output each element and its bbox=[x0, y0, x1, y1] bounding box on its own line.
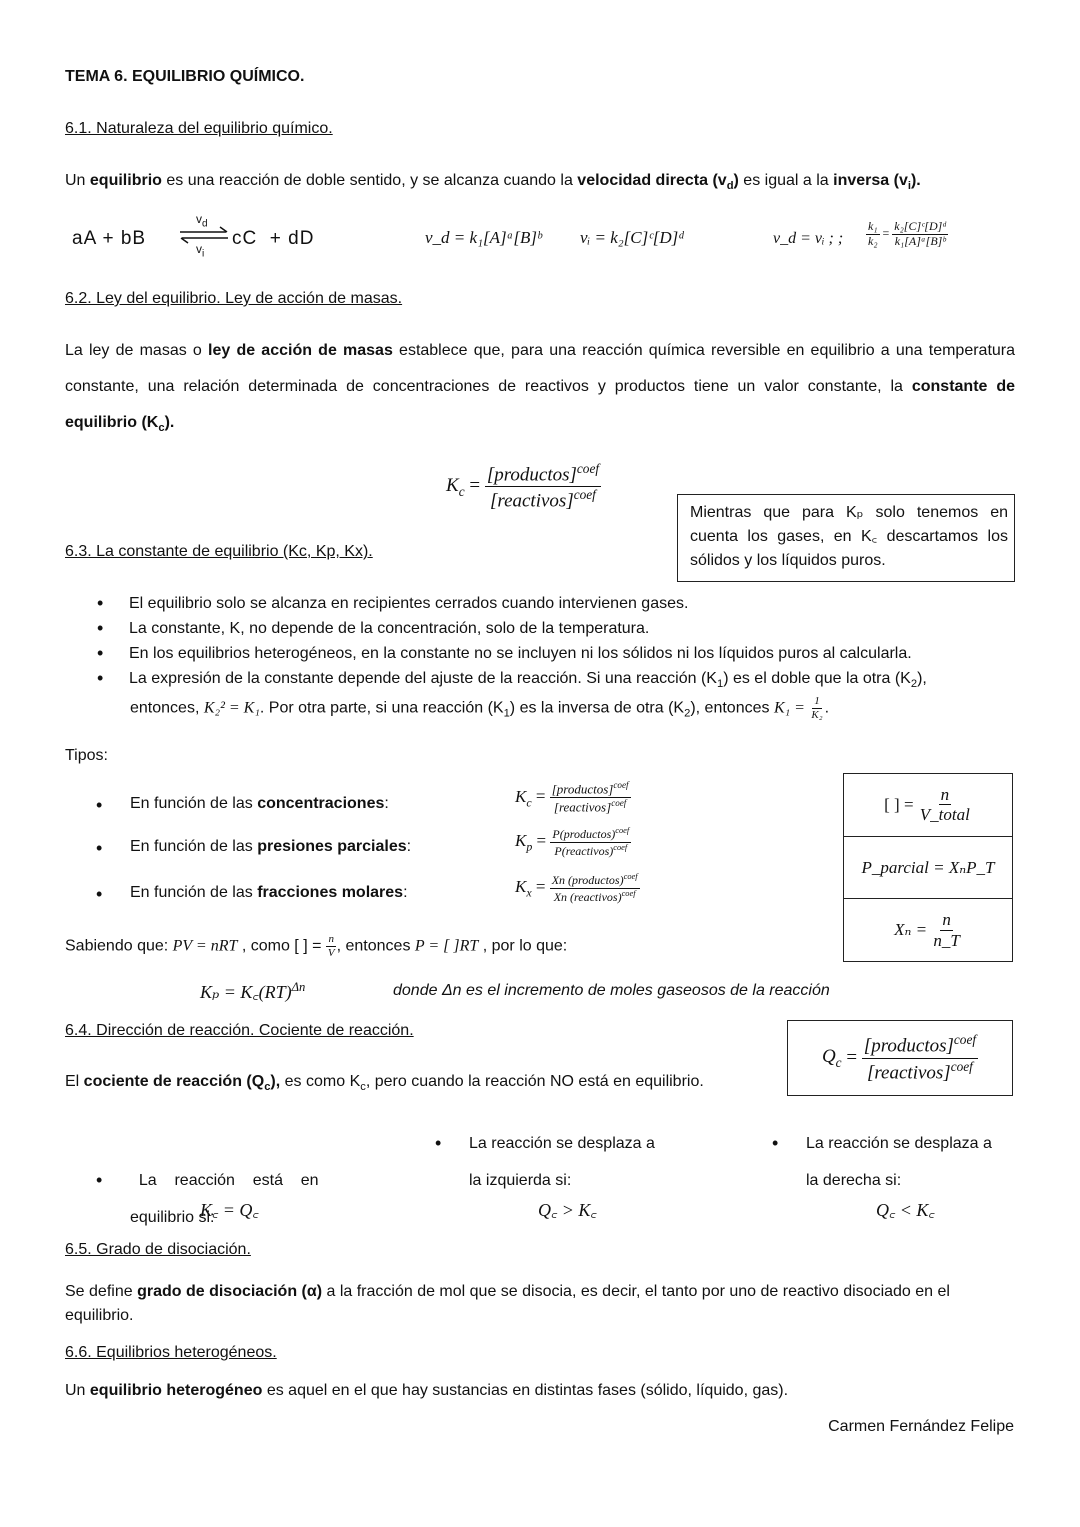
types-label: Tipos: bbox=[65, 747, 108, 764]
eq-direct-rate: v_d = k₁[A]ᵃ[B]ᵇ bbox=[425, 228, 542, 247]
condition-shift-left: La reacción se desplaza a la izquierda si: bbox=[469, 1135, 655, 1189]
kc-formula: $K_c$ = $\frac{[productos]^{coef}}{[reactivos]^{coef}}$ bbox=[515, 780, 629, 815]
eq-inverse-rate: vᵢ = k₂[C]ᶜ[D]ᵈ bbox=[580, 228, 684, 247]
kp-kc-relation: Kₚ = K꜀(RT)$^{\Delta n}$ bbox=[200, 980, 306, 1002]
mole-fraction-definition: Xₙ = $\frac{n}{n\_T}$ bbox=[894, 910, 960, 950]
paragraph-reaction-quotient: El cociente de reacción $(Q_c)$, es como $K_c$, pero cuando la reacción NO está en equilibrio. bbox=[65, 1073, 704, 1094]
delta-n-note: donde Δn es el incremento de moles gaseosos de la reacción bbox=[393, 982, 830, 999]
list-item: • La constante, K, no depende de la concentración, solo de la temperatura. bbox=[65, 616, 1025, 641]
author-signature: Carmen Fernández Felipe bbox=[828, 1418, 1014, 1435]
paragraph-dissociation: Se define grado de disociación (α) a la fracción de mol que se disocia, es decir, el tanto por uno de reactivo disociado en el equilibrio. bbox=[65, 1283, 950, 1324]
partial-pressure-definition: P_parcial = XₙP_T bbox=[844, 837, 1012, 900]
paragraph-heterogeneous: Un equilibrio heterogéneo es aquel en el que hay sustancias en distintas fases (sólido, líquido, gas). bbox=[65, 1382, 789, 1399]
note-box-kp-kc: Mientras que para Kₚ solo tenemos en cuenta los gases, en K꜀ descartamos los sólidos y los líquidos puros. bbox=[677, 494, 1015, 582]
reaction-left: aA + bB bbox=[72, 228, 147, 249]
section-heading-6-6: 6.6. Equilibrios heterogéneos. bbox=[65, 1344, 277, 1361]
page-title: TEMA 6. EQUILIBRIO QUÍMICO. bbox=[65, 68, 305, 85]
paragraph-equilibrium-definition: Un equilibrio es una reacción de doble sentido, y se alcanza cuando la velocidad directa $(v_d)$ es igual a la inversa $(v_i)$. bbox=[65, 172, 921, 193]
section-heading-6-1: 6.1. Naturaleza del equilibrio químico. bbox=[65, 120, 333, 137]
eq-kc-equals-qc: K꜀ = Q꜀ bbox=[200, 1200, 259, 1220]
type-partial-pressures: En función de las presiones parciales: bbox=[130, 838, 412, 855]
paragraph-mass-action: La ley de masas o ley de acción de masas establece que, para una reacción química reversible en equilibrio a una temperatura constante, una relación determinada de concentraciones de reactivos y productos tiene un valor constante, la constante de equilibrio $(K_c)$. bbox=[65, 342, 1016, 435]
kx-formula: $K_x$ = $\frac{Xn (productos)^{coef}}{Xn (reactivos)^{coef}}$ bbox=[515, 872, 638, 904]
formula-box-definitions bbox=[843, 773, 1013, 962]
type-concentrations: En función de las concentraciones: bbox=[130, 795, 389, 812]
type-mole-fractions: En función de las fracciones molares: bbox=[130, 884, 408, 901]
eq-qc-greater-kc: Q꜀ > K꜀ bbox=[538, 1200, 597, 1220]
kc-definition: $K_c$ = $\frac{[productos]^{coef}}{[reactivos]^{coef}}$ bbox=[446, 461, 600, 512]
qc-formula-box: $Q_c$ = $\frac{[productos]^{coef}}{[reactivos]^{coef}}$ bbox=[787, 1020, 1013, 1096]
double-arrow-icon: $v_d$ $v_i$ bbox=[178, 214, 230, 258]
list-item: • El equilibrio solo se alcanza en recipientes cerrados cuando intervienen gases. bbox=[65, 591, 1025, 616]
ideal-gas-relation: Sabiendo que: PV = nRT , como [ ] = $\frac{n}{V}$ , entonces P = [ ]RT , por lo que: bbox=[65, 933, 568, 959]
constant-properties-list bbox=[65, 591, 1025, 697]
bullet-continuation: entonces, K₂² = K₁. Por otra parte, si una reacción $(K_1)$ es la inversa de otra $(K_2)$, entonces K₁ = $\frac{1}{\text{K₂}}$ . bbox=[130, 695, 830, 721]
section-heading-6-5: 6.5. Grado de disociación. bbox=[65, 1241, 251, 1258]
list-item: • La expresión de la constante depende del ajuste de la reacción. Si una reacción $(K_1)$ es el doble que la otra $(K_2)$, bbox=[65, 666, 1025, 697]
condition-shift-right: La reacción se desplaza a la derecha si: bbox=[806, 1135, 992, 1189]
eq-k-ratio: $\frac{\text{k₁}}{\text{k₂}}$ = $\frac{\text{k₂[C]ᶜ[D]ᵈ}}{\text{k₁[A]ᵃ[B]ᵇ}}$ bbox=[868, 219, 947, 248]
eq-rates-equal: v_d = vᵢ ; ; bbox=[773, 230, 844, 247]
eq-qc-less-kc: Q꜀ < K꜀ bbox=[876, 1200, 935, 1220]
section-heading-6-4: 6.4. Dirección de reacción. Cociente de reacción. bbox=[65, 1022, 414, 1039]
section-heading-6-2: 6.2. Ley del equilibrio. Ley de acción de masas. bbox=[65, 290, 403, 307]
reaction-right: cC + dD bbox=[232, 228, 315, 249]
condition-equilibrium: La reacción está en equilibrio si: bbox=[130, 1172, 319, 1226]
section-heading-6-3: 6.3. La constante de equilibrio (Kc, Kp, Kx). bbox=[65, 543, 373, 560]
list-item: • En los equilibrios heterogéneos, en la constante no se incluyen ni los sólidos ni los líquidos puros al calcularla. bbox=[65, 641, 1025, 666]
concentration-definition: [ ] = $\frac{n}{\text{V\_total}}$ bbox=[844, 774, 1012, 837]
kp-formula: $K_p$ = $\frac{P(productos)^{coef}}{P(reactivos)^{coef}}$ bbox=[515, 826, 630, 858]
